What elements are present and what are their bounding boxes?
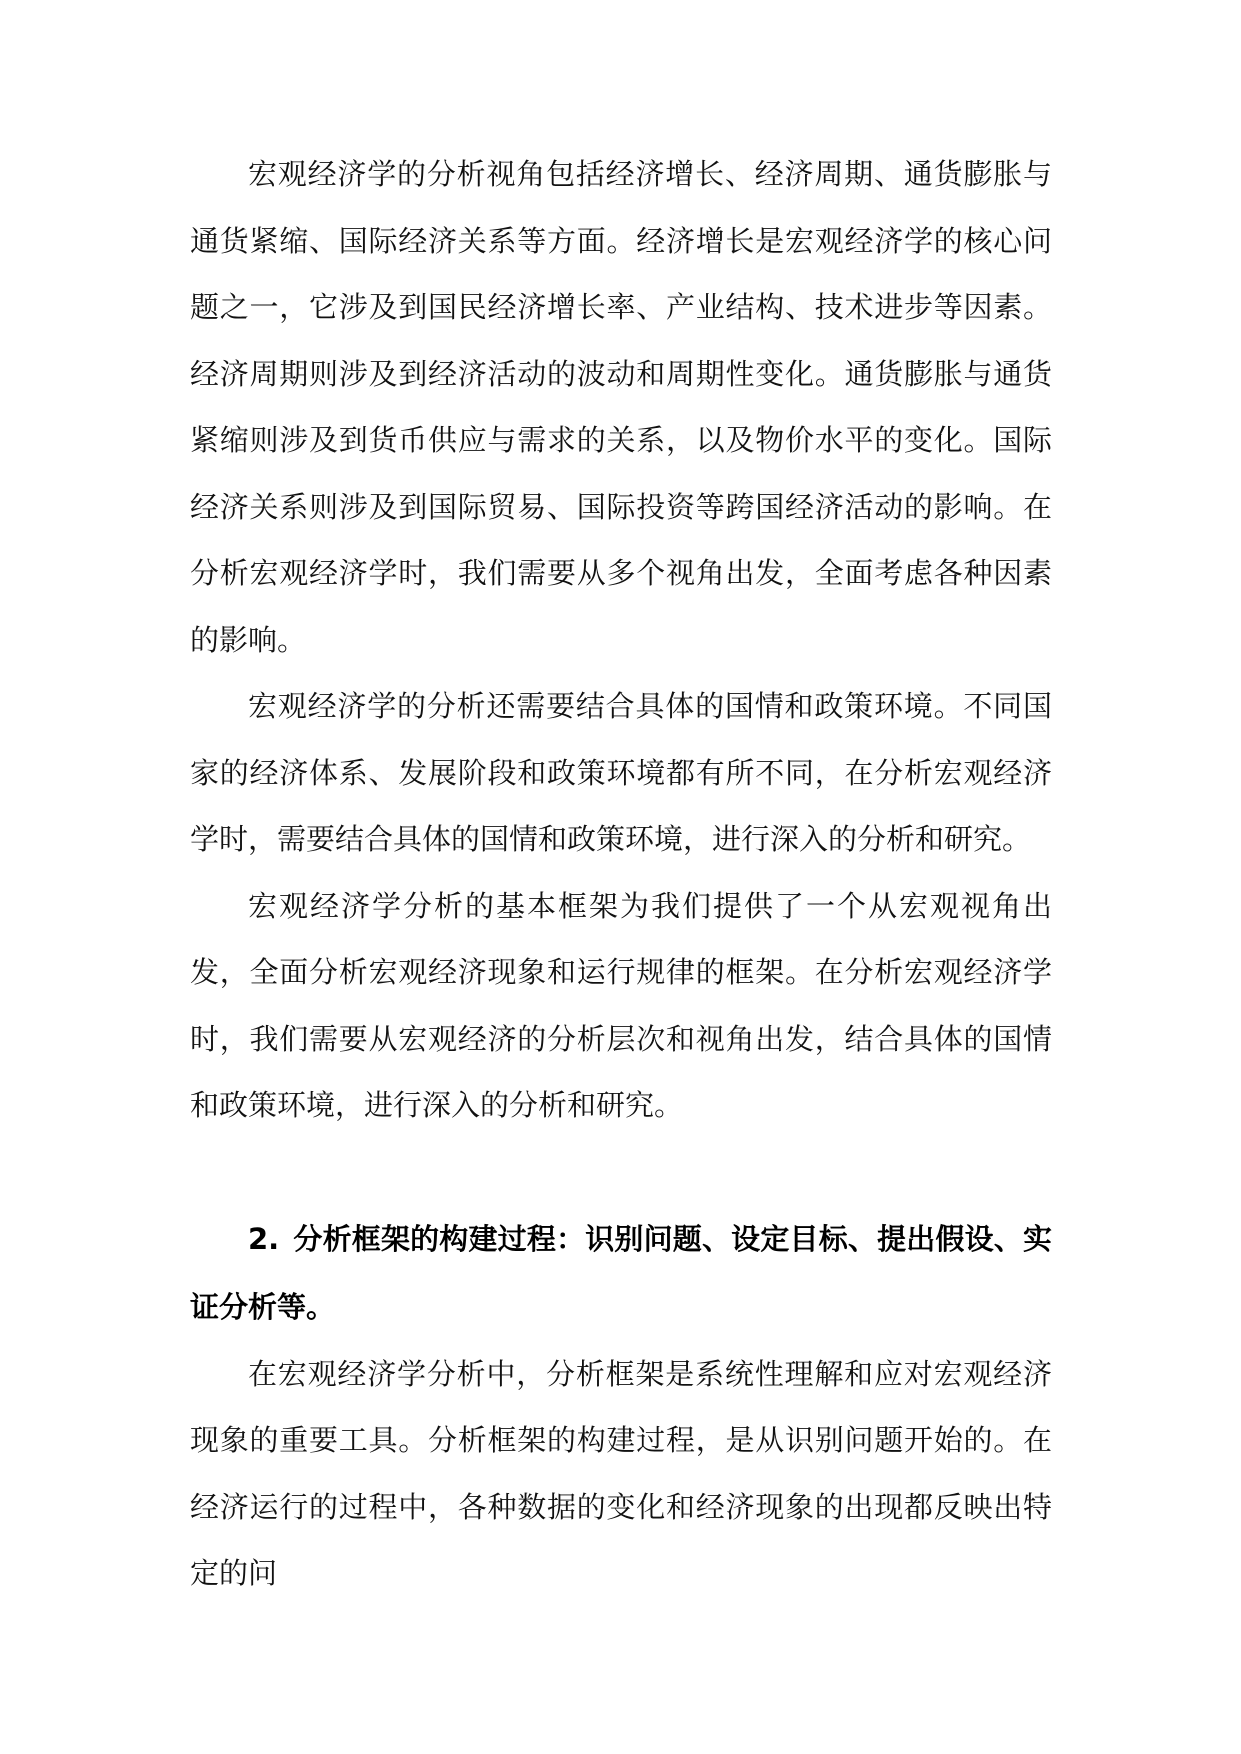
section-number: 2. bbox=[248, 1221, 280, 1256]
paragraph-national-context: 宏观经济学的分析还需要结合具体的国情和政策环境。不同国家的经济体系、发展阶段和政策环境都有所不同，在分析宏观经济学时，需要结合具体的国情和政策环境，进行深入的分析和研究。 bbox=[190, 689, 1052, 856]
section-title: 分析框架的构建过程：识别问题、设定目标、提出假设、实证分析等。 bbox=[190, 1221, 1052, 1324]
section-heading bbox=[190, 1139, 1052, 1341]
paragraph-basic-framework: 宏观经济学分析的基本框架为我们提供了一个从宏观视角出发，全面分析宏观经济现象和运行规律的框架。在分析宏观经济学时，我们需要从宏观经济的分析层次和视角出发，结合具体的国情和政策环境，进行深入的分析和研究。 bbox=[190, 888, 1052, 1122]
paragraph-framework-construction: 在宏观经济学分析中，分析框架是系统性理解和应对宏观经济现象的重要工具。分析框架的构建过程，是从识别问题开始的。在经济运行的过程中，各种数据的变化和经济现象的出现都反映出特定的问 bbox=[190, 1356, 1052, 1590]
document-body bbox=[190, 141, 1052, 1607]
paragraph-analysis-perspectives: 宏观经济学的分析视角包括经济增长、经济周期、通货膨胀与通货紧缩、国际经济关系等方面。经济增长是宏观经济学的核心问题之一，它涉及到国民经济增长率、产业结构、技术进步等因素。经济周期则涉及到经济活动的波动和周期性变化。通货膨胀与通货紧缩则涉及到货币供应与需求的关系，以及物价水平的变化。国际经济关系则涉及到国际贸易、国际投资等跨国经济活动的影响。在分析宏观经济学时，我们需要从多个视角出发，全面考虑各种因素的影响。 bbox=[190, 157, 1052, 657]
